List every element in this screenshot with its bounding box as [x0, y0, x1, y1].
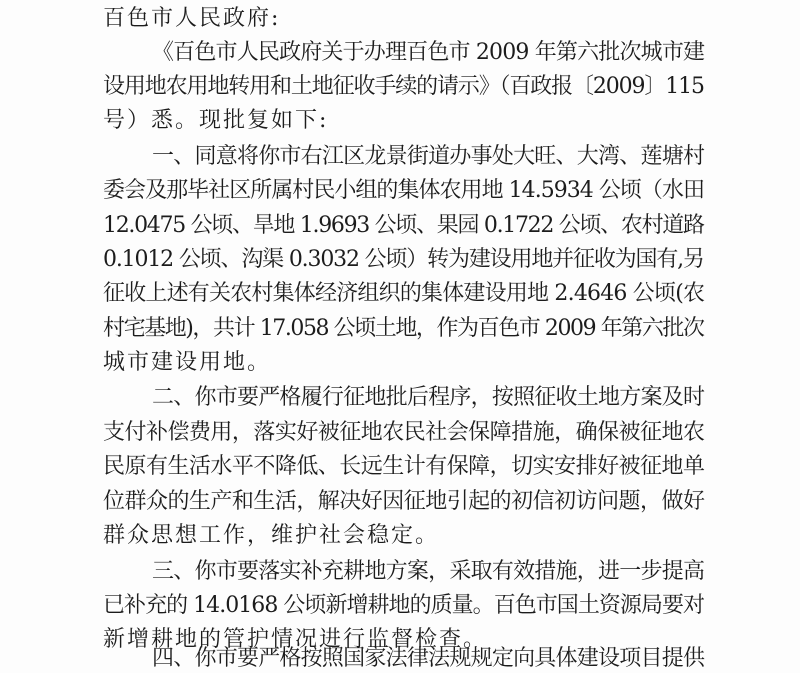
- paragraph-line: 民原有生活水平不降低、长远生计有保障，切实安排好被征地单: [103, 454, 705, 479]
- paragraph-line: 一、同意将你市右江区龙景街道办事处大旺、大湾、莲塘村: [152, 144, 705, 169]
- paragraph-line: 12.0475 公顷、旱地 1.9693 公顷、果园 0.1722 公顷、农村道路: [103, 213, 704, 238]
- paragraph-line: 支付补偿费用，落实好被征地农民社会保障措施，确保被征地农: [103, 420, 705, 445]
- paragraph-line: 0.1012 公顷、沟渠 0.3032 公顷）转为建设用地并征收为国有,另: [103, 247, 704, 272]
- paragraph-line: 群众思想工作，维护社会稳定。: [103, 523, 440, 548]
- paragraph-line: 委会及那毕社区所属村民小组的集体农用地 14.5934 公顷（水田: [103, 178, 705, 203]
- addressee: 百色市人民政府:: [103, 6, 281, 31]
- paragraph-line: 三、你市要落实补充耕地方案，采取有效措施，进一步提高: [152, 559, 705, 584]
- paragraph-line: 村宅基地)，共计 17.058 公顷土地，作为百色市 2009 年第六批次: [103, 316, 704, 341]
- paragraph-line: 征收上述有关农村集体经济组织的集体建设用地 2.4646 公顷(农: [103, 281, 705, 306]
- paragraph-line: 四、你市要严格按照国家法律法规规定向具体建设项目提供: [152, 646, 705, 671]
- paragraph-line: 位群众的生产和生活，解决好因征地引起的初信初访问题，做好: [103, 489, 705, 514]
- paragraph-line: 已补充的 14.0168 公顷新增耕地的质量。百色市国土资源局要对: [103, 593, 705, 618]
- paragraph-line: 设用地农用地转用和土地征收手续的请示》（百政报〔2009〕115: [103, 74, 704, 99]
- paragraph-line: 《百色市人民政府关于办理百色市 2009 年第六批次城市建: [152, 40, 705, 65]
- paragraph-line: 新增耕地的管护情况进行监督检查。: [103, 627, 488, 652]
- paragraph-line: 城市建设用地。: [103, 350, 272, 375]
- paragraph-line: 二、你市要严格履行征地批后程序，按照征收土地方案及时: [152, 385, 705, 410]
- paragraph-line: 号）悉。现批复如下:: [103, 108, 329, 133]
